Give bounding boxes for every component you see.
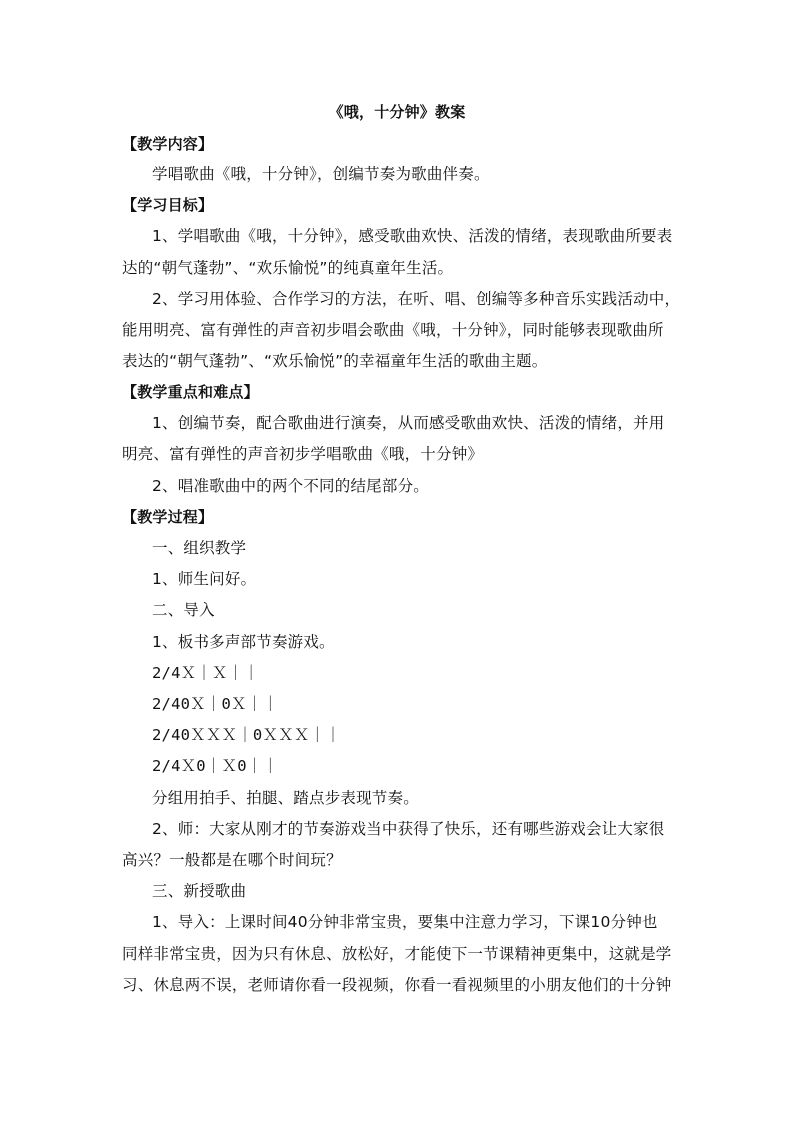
- paragraph-line: 能用明亮、富有弹性的声音初步唱会歌曲《哦，十分钟》，同时能够表现歌曲所: [122, 321, 664, 339]
- paragraph-line: 同样非常宝贵，因为只有休息、放松好，才能使下一节课精神更集中，这就是学: [122, 945, 672, 963]
- paragraph-line: 明亮、富有弹性的声音初步学唱歌曲《哦，十分钟》: [122, 445, 484, 463]
- paragraph-line: 1、板书多声部节奏游戏。: [152, 633, 335, 651]
- rhythm-pattern-line: 2/4Ｘ0｜Ｘ0｜｜: [152, 757, 279, 775]
- section-heading-learning-goals: 【学习目标】: [122, 196, 214, 214]
- paragraph-line: 一、组织教学: [152, 539, 247, 557]
- section-heading-key-points: 【教学重点和难点】: [122, 383, 259, 401]
- paragraph-line: 习、休息两不误，老师请你看一段视频，你看一看视频里的小朋友他们的十分钟: [122, 976, 672, 994]
- paragraph-line: 2、唱准歌曲中的两个不同的结尾部分。: [152, 477, 429, 495]
- paragraph-line: 二、导入: [152, 601, 215, 619]
- section-heading-teaching-content: 【教学内容】: [122, 135, 214, 153]
- document-title: 《哦，十分钟》教案: [328, 103, 466, 121]
- rhythm-pattern-line: 2/4Ｘ｜Ｘ｜｜: [152, 664, 260, 682]
- paragraph-line: 1、学唱歌曲《哦，十分钟》，感受歌曲欢快、活泼的情绪，表现歌曲所要表: [152, 227, 673, 245]
- rhythm-pattern-line: 2/40ＸＸＸ｜0ＸＸＸ｜｜: [152, 726, 341, 744]
- paragraph-line: 高兴？一般都是在哪个时间玩？: [122, 851, 342, 869]
- paragraph-line: 2、学习用体验、合作学习的方法，在听、唱、创编等多种音乐实践活动中，: [152, 290, 681, 308]
- paragraph-line: 1、导入：上课时间40分钟非常宝贵，要集中注意力学习，下课10分钟也: [152, 913, 658, 931]
- paragraph-line: 1、创编节奏，配合歌曲进行演奏，从而感受歌曲欢快、活泼的情绪，并用: [152, 414, 665, 432]
- rhythm-pattern-line: 2/40Ｘ｜0Ｘ｜｜: [152, 695, 279, 713]
- paragraph-line: 2、师：大家从刚才的节奏游戏当中获得了快乐，还有哪些游戏会让大家很: [152, 820, 665, 838]
- paragraph-line: 三、新授歌曲: [152, 882, 247, 900]
- section-heading-teaching-process: 【教学过程】: [122, 508, 214, 526]
- paragraph-line: 学唱歌曲《哦，十分钟》，创编节奏为歌曲伴奏。: [152, 165, 490, 183]
- paragraph-line: 表达的“朝气蓬勃”、“欢乐愉悦”的幸福童年生活的歌曲主题。: [122, 352, 548, 370]
- paragraph-line: 1、师生问好。: [152, 570, 257, 588]
- paragraph-line: 分组用拍手、拍腿、踏点步表现节奏。: [152, 789, 419, 807]
- paragraph-line: 达的“朝气蓬勃”、“欢乐愉悦”的纯真童年生活。: [122, 259, 454, 277]
